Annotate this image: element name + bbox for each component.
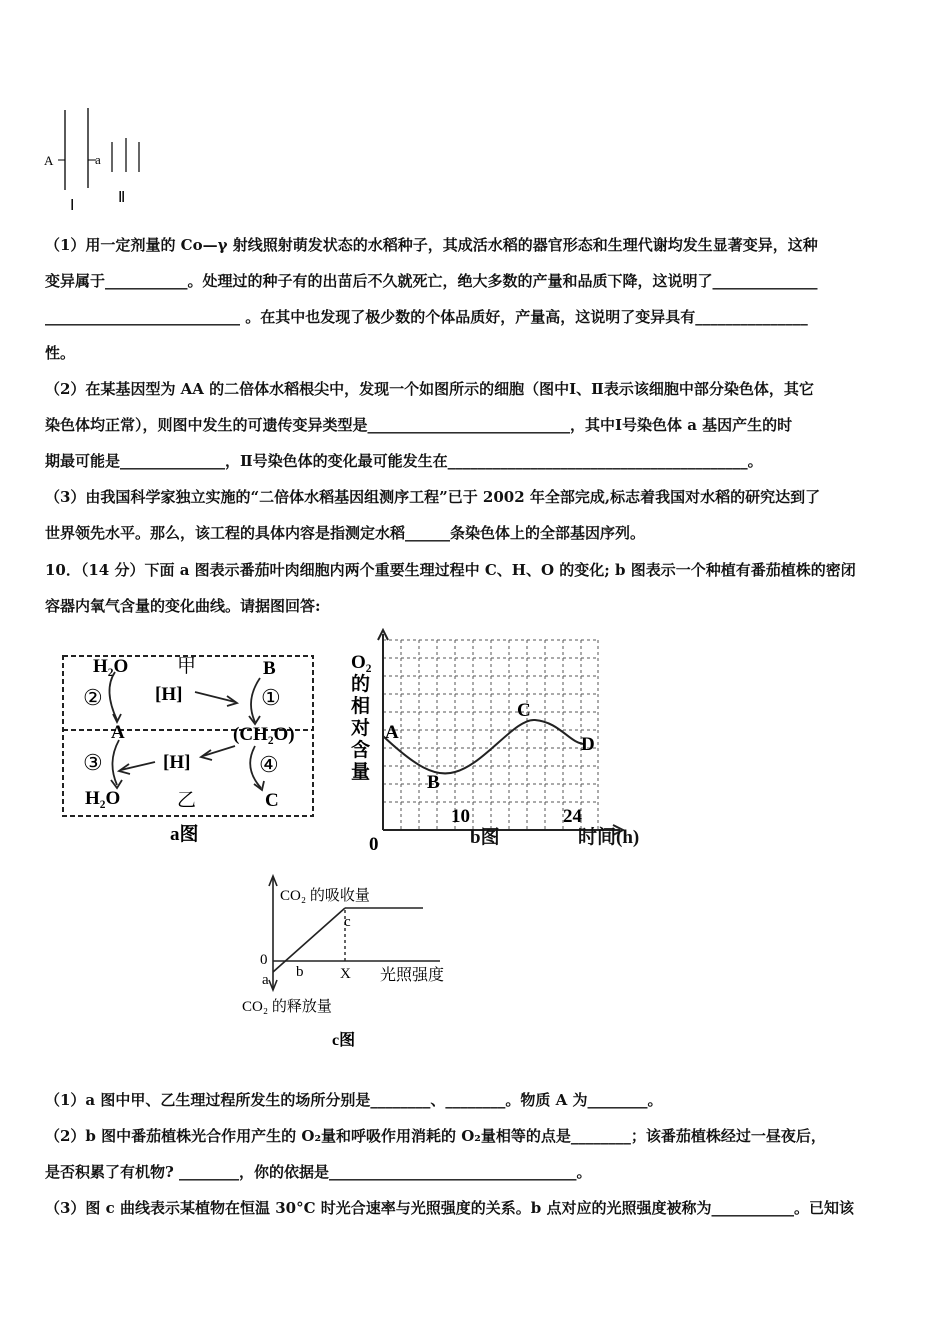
fig-b-xlabel: 时间(h) [578, 827, 640, 848]
figure-c [240, 868, 480, 1053]
fig-b-x10: 10 [451, 806, 470, 827]
fig-a-h2: [H] [163, 752, 191, 773]
fig-b-caption: b图 [470, 827, 500, 848]
q9-p1-line1: （1）用一定剂量的 Co—γ 射线照射萌发状态的水稻种子，其成活水稻的器官形态和生理代谢均发生显著变异，这种 [45, 236, 818, 254]
fig-c-curve-rise [273, 908, 345, 972]
figure-a [55, 650, 325, 850]
fig-a-a: A [111, 722, 125, 743]
fig-a-arrow-2 [109, 672, 117, 720]
fig-a-h2o-top: H₂O [93, 656, 129, 677]
fig-a-circle4: ④ [259, 752, 279, 777]
q9-block [45, 227, 907, 551]
fig-b-point-C: C [517, 700, 531, 721]
figure-b [345, 628, 655, 850]
q9-p3-line1: （3）由我国科学家独立实施的“二倍体水稻基因组测序工程”已于 2002 年全部完成,标志着我国对水稻的研究达到了 [45, 488, 821, 506]
fig-b-ylabel-1: O₂ [351, 652, 372, 673]
chromosome-figure [40, 100, 160, 215]
fig-a-h2o-bottom: H₂O [85, 788, 121, 809]
fig-b-ylabel-6: 量 [351, 762, 371, 783]
fig-a-circle1: ① [261, 685, 281, 710]
q9-p2-line3: 期最可能是______________，Ⅱ号染色体的变化最可能发生在________________________________________。 [45, 452, 763, 470]
q9-p1-line3: __________________________ 。在其中也发现了极少数的个体品质好，产量高，这说明了变异具有_______________ [45, 308, 808, 326]
fig-a-arrow-3 [112, 740, 119, 785]
fig-b-x0: 0 [369, 834, 379, 850]
fig-a-caption: a图 [170, 824, 199, 845]
fig-a-jia: 甲 [177, 656, 197, 677]
fig-b-ylabel-4: 对 [351, 718, 371, 739]
fig-b-point-A: A [385, 722, 399, 743]
chromosome-I-label: Ⅰ [70, 198, 75, 214]
fig-a-h1: [H] [155, 684, 183, 705]
fig-c-ylabel-top: CO₂ 的吸收量 [280, 888, 370, 904]
q9-p2-line2: 染色体均正常），则图中发生的可遗传变异类型是___________________________，其中Ⅰ号染色体 a 基因产生的时 [45, 416, 793, 434]
fig-b-point-B: B [427, 772, 440, 793]
fig-a-arrow-1 [251, 678, 260, 722]
fig-b-point-D: D [581, 734, 595, 755]
q10-p2-line2: 是否积累了有机物? ________，你的依据是_________________________________。 [45, 1163, 592, 1181]
q10-intro [45, 552, 907, 624]
fig-a-b: B [263, 658, 276, 679]
fig-b-x24: 24 [563, 806, 582, 827]
q10-intro-line1: 10．（14 分）下面 a 图表示番茄叶肉细胞内两个重要生理过程中 C、H、O 的变化; b 图表示一个种植有番茄植株的密闭 [45, 561, 856, 579]
fig-c-point-X: X [340, 966, 351, 982]
fig-c-xlabel: 光照强度 [380, 967, 445, 984]
q10-p3-line1: （3）图 c 曲线表示某植物在恒温 30°C 时光合速率与光照强度的关系。b 点对应的光照强度被称为___________。已知该 [45, 1199, 854, 1217]
q10-intro-line2: 容器内氧气含量的变化曲线。请据图回答: [45, 597, 321, 615]
fig-c-zero: 0 [260, 952, 268, 968]
q9-p3-line2: 世界领先水平。那么，该工程的具体内容是指测定水稻______条染色体上的全部基因序列。 [45, 524, 646, 542]
fig-b-curve [383, 720, 585, 774]
fig-c-point-c: c [344, 914, 351, 930]
q10-questions [45, 1082, 907, 1226]
fig-a-circle2: ② [83, 685, 103, 710]
fig-a-circle3: ③ [83, 750, 103, 775]
fig-b-ylabel-2: 的 [351, 674, 371, 695]
gene-A-label: A [44, 153, 54, 168]
q10-p2-line1: （2）b 图中番茄植株光合作用产生的 O₂量和呼吸作用消耗的 O₂量相等的点是________；该番茄植株经过一昼夜后， [45, 1127, 826, 1145]
fig-a-ch2o: (CH₂O) [233, 724, 295, 745]
q9-p1-line4: 性。 [45, 344, 76, 362]
fig-c-caption: c图 [332, 1032, 356, 1049]
fig-b-ylabel-3: 相 [351, 696, 371, 717]
fig-b-ylabel-5: 含 [351, 740, 371, 761]
q9-p2-line1: （2）在某基因型为 AA 的二倍体水稻根尖中，发现一个如图所示的细胞（图中Ⅰ、Ⅱ表示该细胞中部分染色体，其它 [45, 380, 814, 398]
fig-c-point-b: b [296, 964, 304, 980]
q10-p1: （1）a 图中甲、乙生理过程所发生的场所分别是________、________。物质 A 为________。 [45, 1091, 663, 1109]
q9-p1-line2: 变异属于___________。处理过的种子有的出苗后不久就死亡，绝大多数的产量和品质下降，这说明了______________ [45, 272, 818, 290]
fig-c-point-a: a [262, 972, 269, 988]
gene-a-label: a [95, 152, 101, 167]
fig-a-yi: 乙 [177, 790, 197, 811]
fig-a-arrow-ch2o-to-h [203, 746, 235, 756]
fig-a-c: C [265, 790, 279, 811]
fig-c-ylabel-bottom: CO₂ 的释放量 [242, 999, 332, 1015]
chromosome-II-label: Ⅱ [118, 190, 126, 206]
